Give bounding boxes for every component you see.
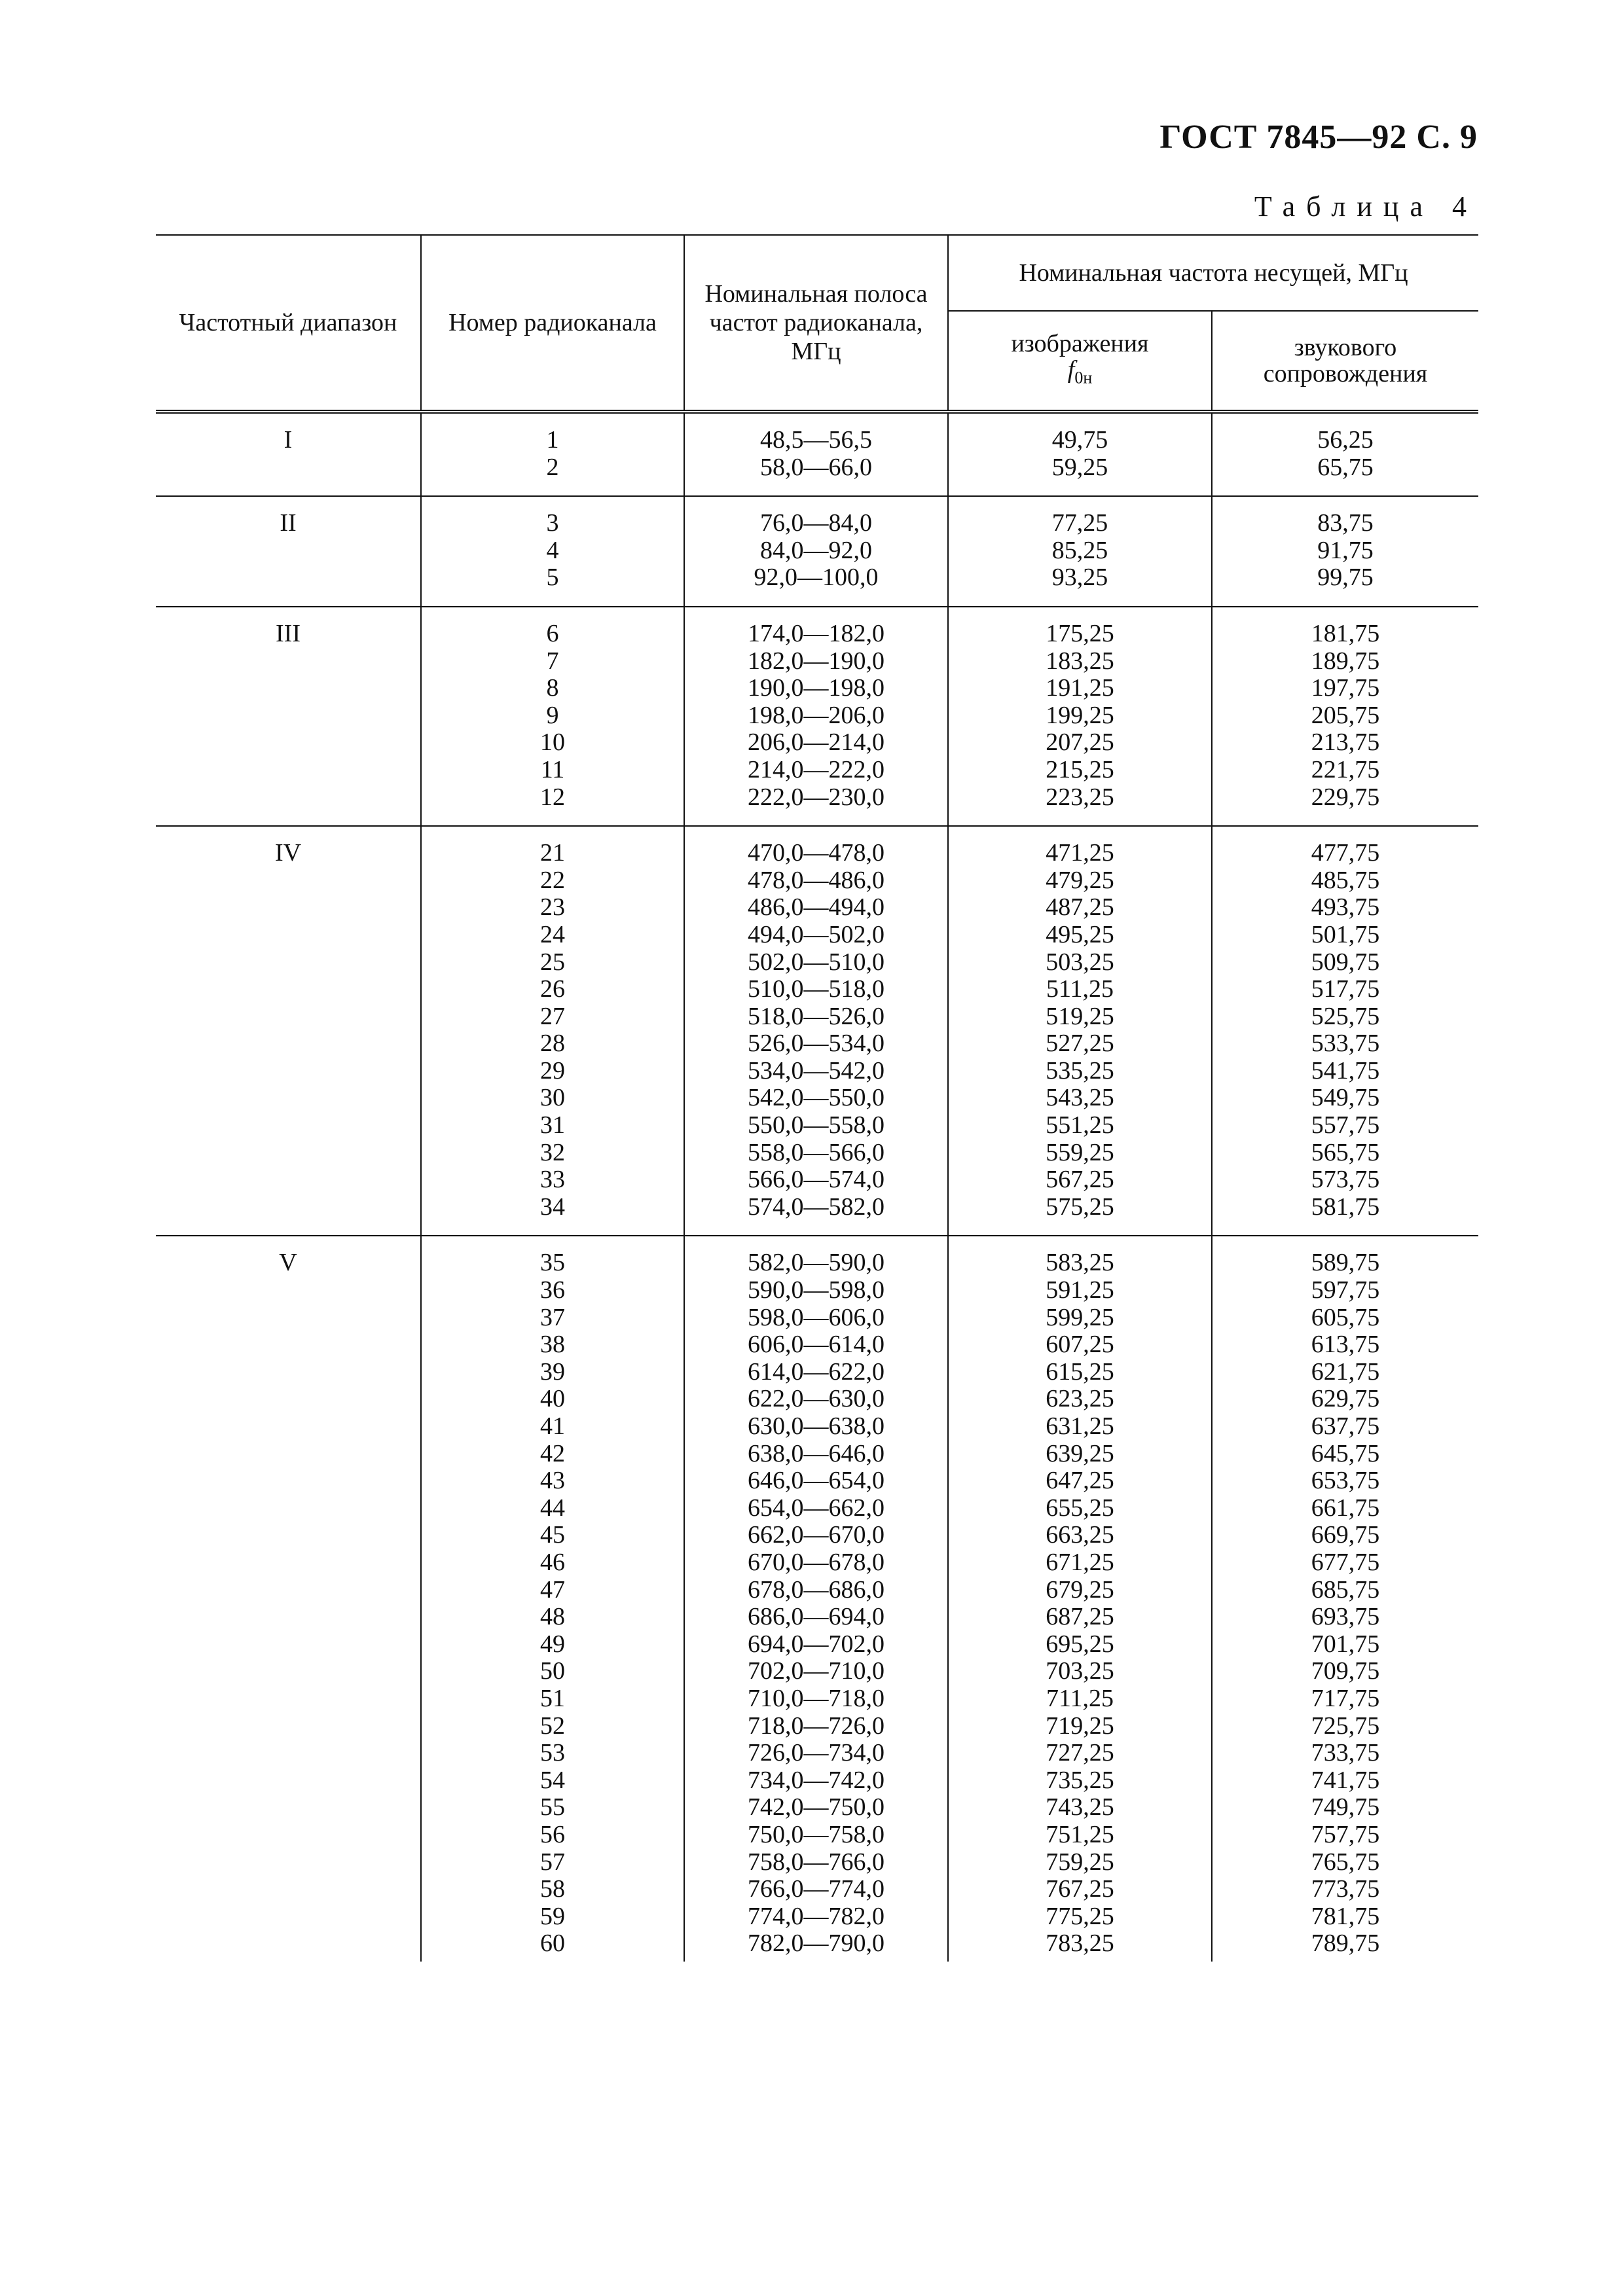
channel-value: 9	[546, 701, 559, 729]
channel-value: 29	[540, 1056, 565, 1085]
audio-carrier-value: 645,75	[1311, 1439, 1380, 1467]
audio-carrier-value: 701,75	[1311, 1630, 1380, 1658]
channel-value: 26	[540, 975, 565, 1003]
bandwidth-value: 222,0—230,0	[748, 783, 884, 811]
video-carrier-value: 623,25	[1046, 1385, 1114, 1413]
audio-carrier-cell	[1212, 1236, 1478, 1961]
band-cell	[156, 607, 421, 826]
bandwidth-value: 718,0—726,0	[748, 1712, 884, 1740]
channel-value: 39	[540, 1357, 565, 1386]
bandwidth-value: 486,0—494,0	[748, 893, 884, 922]
video-carrier-value: 223,25	[1046, 783, 1114, 811]
audio-carrier-value: 565,75	[1311, 1138, 1380, 1166]
bandwidth-value: 510,0—518,0	[748, 975, 884, 1003]
channel-value: 12	[540, 783, 565, 811]
audio-carrier-value: 637,75	[1311, 1412, 1380, 1440]
channel-value: 56	[540, 1820, 565, 1848]
channel-value: 31	[540, 1111, 565, 1139]
bandwidth-value: 550,0—558,0	[748, 1111, 884, 1139]
channel-value: 32	[540, 1138, 565, 1166]
video-carrier-value: 85,25	[1051, 536, 1108, 564]
video-carrier-value: 639,25	[1046, 1439, 1114, 1467]
audio-carrier-value: 99,75	[1317, 564, 1374, 592]
channel-value: 7	[546, 647, 559, 675]
channel-cell	[421, 412, 684, 496]
channel-cell	[421, 496, 684, 607]
bandwidth-value: 694,0—702,0	[748, 1630, 884, 1658]
audio-carrier-value: 485,75	[1311, 866, 1380, 894]
bandwidth-value: 84,0—92,0	[760, 536, 872, 564]
audio-carrier-value: 509,75	[1311, 948, 1380, 976]
bandwidth-value: 678,0—686,0	[748, 1575, 884, 1604]
audio-carrier-value: 581,75	[1311, 1193, 1380, 1221]
bandwidth-value: 670,0—678,0	[748, 1548, 884, 1576]
video-carrier-value: 527,25	[1046, 1030, 1114, 1058]
video-carrier-value: 663,25	[1046, 1521, 1114, 1549]
video-carrier-cell	[948, 412, 1212, 496]
video-carrier-value: 783,25	[1046, 1929, 1114, 1958]
audio-carrier-value: 677,75	[1311, 1548, 1380, 1576]
band-label: II	[280, 509, 297, 537]
audio-carrier-value: 517,75	[1311, 975, 1380, 1003]
bandwidth-value: 494,0—502,0	[748, 920, 884, 948]
video-carrier-value: 607,25	[1046, 1331, 1114, 1359]
bandwidth-value: 646,0—654,0	[748, 1467, 884, 1495]
channel-value: 41	[540, 1412, 565, 1440]
channel-value: 36	[540, 1276, 565, 1304]
video-carrier-value: 567,25	[1046, 1166, 1114, 1194]
video-carrier-value: 503,25	[1046, 948, 1114, 976]
header-video-label: изображения	[1011, 329, 1149, 357]
audio-carrier-value: 629,75	[1311, 1385, 1380, 1413]
audio-carrier-value: 229,75	[1311, 783, 1380, 811]
video-carrier-value: 511,25	[1046, 975, 1114, 1003]
audio-carrier-value: 221,75	[1311, 755, 1380, 783]
video-carrier-value: 59,25	[1051, 453, 1108, 481]
video-carrier-value: 591,25	[1046, 1276, 1114, 1304]
audio-carrier-value: 709,75	[1311, 1657, 1380, 1685]
channel-cell	[421, 826, 684, 1236]
audio-carrier-value: 733,75	[1311, 1739, 1380, 1767]
video-carrier-cell	[948, 496, 1212, 607]
audio-carrier-value: 533,75	[1311, 1030, 1380, 1058]
video-carrier-value: 759,25	[1046, 1848, 1114, 1876]
bandwidth-value: 742,0—750,0	[748, 1793, 884, 1821]
channel-value: 40	[540, 1385, 565, 1413]
video-carrier-value: 199,25	[1046, 701, 1114, 729]
bandwidth-value: 702,0—710,0	[748, 1657, 884, 1685]
channel-value: 22	[540, 866, 565, 894]
bandwidth-value: 542,0—550,0	[748, 1084, 884, 1112]
channel-cell	[421, 1236, 684, 1961]
channel-value: 3	[546, 509, 559, 537]
audio-carrier-value: 213,75	[1311, 728, 1380, 757]
channel-value: 5	[546, 564, 559, 592]
table-row	[156, 607, 1478, 826]
bandwidth-value: 758,0—766,0	[748, 1848, 884, 1876]
bandwidth-value: 198,0—206,0	[748, 701, 884, 729]
channel-value: 43	[540, 1467, 565, 1495]
audio-carrier-value: 613,75	[1311, 1331, 1380, 1359]
video-carrier-value: 207,25	[1046, 728, 1114, 757]
video-carrier-value: 479,25	[1046, 866, 1114, 894]
channel-value: 21	[540, 839, 565, 867]
audio-carrier-value: 501,75	[1311, 920, 1380, 948]
channel-value: 8	[546, 674, 559, 702]
channel-value: 57	[540, 1848, 565, 1876]
bandwidth-value: 502,0—510,0	[748, 948, 884, 976]
bandwidth-value: 750,0—758,0	[748, 1820, 884, 1848]
video-carrier-value: 767,25	[1046, 1875, 1114, 1903]
bandwidth-value: 686,0—694,0	[748, 1603, 884, 1631]
bandwidth-value: 518,0—526,0	[748, 1002, 884, 1030]
audio-carrier-value: 181,75	[1311, 619, 1380, 647]
channel-value: 38	[540, 1331, 565, 1359]
video-carrier-value: 727,25	[1046, 1739, 1114, 1767]
video-carrier-value: 191,25	[1046, 674, 1114, 702]
audio-carrier-value: 573,75	[1311, 1166, 1380, 1194]
video-carrier-value: 175,25	[1046, 619, 1114, 647]
video-carrier-value: 743,25	[1046, 1793, 1114, 1821]
audio-carrier-value: 91,75	[1317, 536, 1374, 564]
channel-value: 35	[540, 1249, 565, 1277]
table-caption: Таблица 4	[1254, 190, 1478, 223]
channel-value: 47	[540, 1575, 565, 1604]
channel-value: 45	[540, 1521, 565, 1549]
audio-carrier-value: 717,75	[1311, 1684, 1380, 1712]
audio-carrier-value: 773,75	[1311, 1875, 1380, 1903]
bandwidth-value: 622,0—630,0	[748, 1385, 884, 1413]
channel-value: 37	[540, 1303, 565, 1331]
audio-carrier-value: 749,75	[1311, 1793, 1380, 1821]
audio-carrier-value: 189,75	[1311, 647, 1380, 675]
header-audio-carrier: звукового сопровождения	[1212, 311, 1478, 412]
video-carrier-value: 535,25	[1046, 1056, 1114, 1085]
channel-value: 48	[540, 1603, 565, 1631]
bandwidth-value: 782,0—790,0	[748, 1929, 884, 1958]
bandwidth-value: 566,0—574,0	[748, 1166, 884, 1194]
video-carrier-value: 671,25	[1046, 1548, 1114, 1576]
band-cell	[156, 412, 421, 496]
audio-carrier-value: 525,75	[1311, 1002, 1380, 1030]
audio-carrier-value: 557,75	[1311, 1111, 1380, 1139]
video-carrier-value: 751,25	[1046, 1820, 1114, 1848]
bandwidth-cell	[684, 412, 948, 496]
video-carrier-value: 775,25	[1046, 1902, 1114, 1930]
band-label: V	[279, 1249, 297, 1277]
channel-value: 10	[540, 728, 565, 757]
audio-carrier-value: 661,75	[1311, 1494, 1380, 1522]
video-carrier-value: 583,25	[1046, 1249, 1114, 1277]
bandwidth-value: 766,0—774,0	[748, 1875, 884, 1903]
audio-carrier-value: 685,75	[1311, 1575, 1380, 1604]
channel-value: 28	[540, 1030, 565, 1058]
header-carrier: Номинальная частота несущей, МГц	[948, 235, 1478, 311]
video-carrier-cell	[948, 826, 1212, 1236]
channel-value: 58	[540, 1875, 565, 1903]
bandwidth-value: 526,0—534,0	[748, 1030, 884, 1058]
audio-carrier-value: 549,75	[1311, 1084, 1380, 1112]
bandwidth-value: 92,0—100,0	[754, 564, 879, 592]
bandwidth-value: 734,0—742,0	[748, 1766, 884, 1794]
channel-value: 46	[540, 1548, 565, 1576]
bandwidth-value: 190,0—198,0	[748, 674, 884, 702]
video-carrier-value: 631,25	[1046, 1412, 1114, 1440]
audio-carrier-value: 693,75	[1311, 1603, 1380, 1631]
channel-cell	[421, 607, 684, 826]
channel-value: 42	[540, 1439, 565, 1467]
audio-carrier-value: 541,75	[1311, 1056, 1380, 1085]
bandwidth-value: 470,0—478,0	[748, 839, 884, 867]
channel-value: 6	[546, 619, 559, 647]
audio-carrier-value: 597,75	[1311, 1276, 1380, 1304]
audio-carrier-value: 477,75	[1311, 839, 1380, 867]
channel-value: 34	[540, 1193, 565, 1221]
bandwidth-value: 174,0—182,0	[748, 619, 884, 647]
video-carrier-value: 471,25	[1046, 839, 1114, 867]
bandwidth-value: 590,0—598,0	[748, 1276, 884, 1304]
bandwidth-value: 598,0—606,0	[748, 1303, 884, 1331]
audio-carrier-value: 197,75	[1311, 674, 1380, 702]
channel-value: 59	[540, 1902, 565, 1930]
bandwidth-value: 662,0—670,0	[748, 1521, 884, 1549]
video-carrier-value: 599,25	[1046, 1303, 1114, 1331]
bandwidth-value: 638,0—646,0	[748, 1439, 884, 1467]
channel-value: 49	[540, 1630, 565, 1658]
channel-value: 11	[540, 755, 565, 783]
video-carrier-value: 655,25	[1046, 1494, 1114, 1522]
video-carrier-value: 735,25	[1046, 1766, 1114, 1794]
band-cell	[156, 1236, 421, 1961]
video-carrier-value: 487,25	[1046, 893, 1114, 922]
video-carrier-value: 695,25	[1046, 1630, 1114, 1658]
channel-value: 27	[540, 1002, 565, 1030]
audio-carrier-value: 605,75	[1311, 1303, 1380, 1331]
video-carrier-value: 543,25	[1046, 1084, 1114, 1112]
bandwidth-value: 614,0—622,0	[748, 1357, 884, 1386]
channel-value: 51	[540, 1684, 565, 1712]
channel-value: 25	[540, 948, 565, 976]
bandwidth-value: 774,0—782,0	[748, 1902, 884, 1930]
header-video-carrier	[948, 311, 1212, 412]
channel-value: 50	[540, 1657, 565, 1685]
channel-value: 23	[540, 893, 565, 922]
audio-carrier-value: 205,75	[1311, 701, 1380, 729]
audio-carrier-value: 621,75	[1311, 1357, 1380, 1386]
band-cell	[156, 826, 421, 1236]
audio-carrier-value: 65,75	[1317, 453, 1374, 481]
channel-value: 24	[540, 920, 565, 948]
audio-carrier-cell	[1212, 607, 1478, 826]
channel-value: 1	[546, 426, 559, 454]
bandwidth-value: 606,0—614,0	[748, 1331, 884, 1359]
channel-value: 4	[546, 536, 559, 564]
table-row	[156, 412, 1478, 496]
page-header: ГОСТ 7845—92 С. 9	[1159, 118, 1478, 156]
audio-carrier-value: 653,75	[1311, 1467, 1380, 1495]
audio-carrier-value: 56,25	[1317, 426, 1374, 454]
header-band: Частотный диапазон	[156, 235, 421, 412]
audio-carrier-value: 757,75	[1311, 1820, 1380, 1848]
bandwidth-cell	[684, 1236, 948, 1961]
header-video-symbol: $f_{0н}$	[1067, 355, 1093, 387]
bandwidth-value: 726,0—734,0	[748, 1739, 884, 1767]
bandwidth-value: 574,0—582,0	[748, 1193, 884, 1221]
audio-carrier-value: 589,75	[1311, 1249, 1380, 1277]
table-row	[156, 496, 1478, 607]
video-carrier-value: 687,25	[1046, 1603, 1114, 1631]
bandwidth-value: 58,0—66,0	[760, 453, 872, 481]
table-row	[156, 826, 1478, 1236]
audio-carrier-cell	[1212, 412, 1478, 496]
video-carrier-value: 703,25	[1046, 1657, 1114, 1685]
bandwidth-value: 478,0—486,0	[748, 866, 884, 894]
video-carrier-value: 679,25	[1046, 1575, 1114, 1604]
video-carrier-value: 719,25	[1046, 1712, 1114, 1740]
video-carrier-value: 519,25	[1046, 1002, 1114, 1030]
channel-value: 33	[540, 1166, 565, 1194]
video-carrier-value: 77,25	[1051, 509, 1108, 537]
video-carrier-cell	[948, 607, 1212, 826]
audio-carrier-value: 725,75	[1311, 1712, 1380, 1740]
video-carrier-value: 215,25	[1046, 755, 1114, 783]
bandwidth-value: 206,0—214,0	[748, 728, 884, 757]
channel-value: 30	[540, 1084, 565, 1112]
video-carrier-cell	[948, 1236, 1212, 1961]
channel-value: 44	[540, 1494, 565, 1522]
video-carrier-value: 559,25	[1046, 1138, 1114, 1166]
bandwidth-value: 630,0—638,0	[748, 1412, 884, 1440]
bandwidth-cell	[684, 496, 948, 607]
bandwidth-value: 710,0—718,0	[748, 1684, 884, 1712]
video-carrier-value: 49,75	[1051, 426, 1108, 454]
audio-carrier-value: 789,75	[1311, 1929, 1380, 1958]
bandwidth-value: 534,0—542,0	[748, 1056, 884, 1085]
bandwidth-value: 582,0—590,0	[748, 1249, 884, 1277]
video-carrier-value: 495,25	[1046, 920, 1114, 948]
video-carrier-value: 615,25	[1046, 1357, 1114, 1386]
bandwidth-value: 48,5—56,5	[760, 426, 872, 454]
header-bandwidth: Номинальная полоса частот радиоканала, МГц	[684, 235, 948, 412]
band-label: III	[276, 619, 301, 647]
audio-carrier-cell	[1212, 826, 1478, 1236]
video-carrier-value: 551,25	[1046, 1111, 1114, 1139]
audio-carrier-value: 669,75	[1311, 1521, 1380, 1549]
video-carrier-value: 93,25	[1051, 564, 1108, 592]
channel-value: 54	[540, 1766, 565, 1794]
table-row	[156, 1236, 1478, 1961]
channel-value: 60	[540, 1929, 565, 1958]
bandwidth-value: 182,0—190,0	[748, 647, 884, 675]
audio-carrier-value: 83,75	[1317, 509, 1374, 537]
channel-value: 52	[540, 1712, 565, 1740]
channel-value: 55	[540, 1793, 565, 1821]
bandwidth-value: 558,0—566,0	[748, 1138, 884, 1166]
bandwidth-value: 654,0—662,0	[748, 1494, 884, 1522]
audio-carrier-cell	[1212, 496, 1478, 607]
audio-carrier-value: 781,75	[1311, 1902, 1380, 1930]
audio-carrier-value: 765,75	[1311, 1848, 1380, 1876]
channel-value: 2	[546, 453, 559, 481]
bandwidth-cell	[684, 607, 948, 826]
bandwidth-value: 214,0—222,0	[748, 755, 884, 783]
video-carrier-value: 183,25	[1046, 647, 1114, 675]
channel-value: 53	[540, 1739, 565, 1767]
band-cell	[156, 496, 421, 607]
band-label: IV	[274, 839, 302, 867]
video-carrier-value: 647,25	[1046, 1467, 1114, 1495]
channel-frequency-table	[156, 234, 1478, 1962]
bandwidth-value: 76,0—84,0	[760, 509, 872, 537]
video-carrier-value: 711,25	[1046, 1684, 1114, 1712]
audio-carrier-value: 493,75	[1311, 893, 1380, 922]
header-channel: Номер радиоканала	[421, 235, 684, 412]
audio-carrier-value: 741,75	[1311, 1766, 1380, 1794]
band-label: I	[283, 426, 293, 454]
video-carrier-value: 575,25	[1046, 1193, 1114, 1221]
bandwidth-cell	[684, 826, 948, 1236]
